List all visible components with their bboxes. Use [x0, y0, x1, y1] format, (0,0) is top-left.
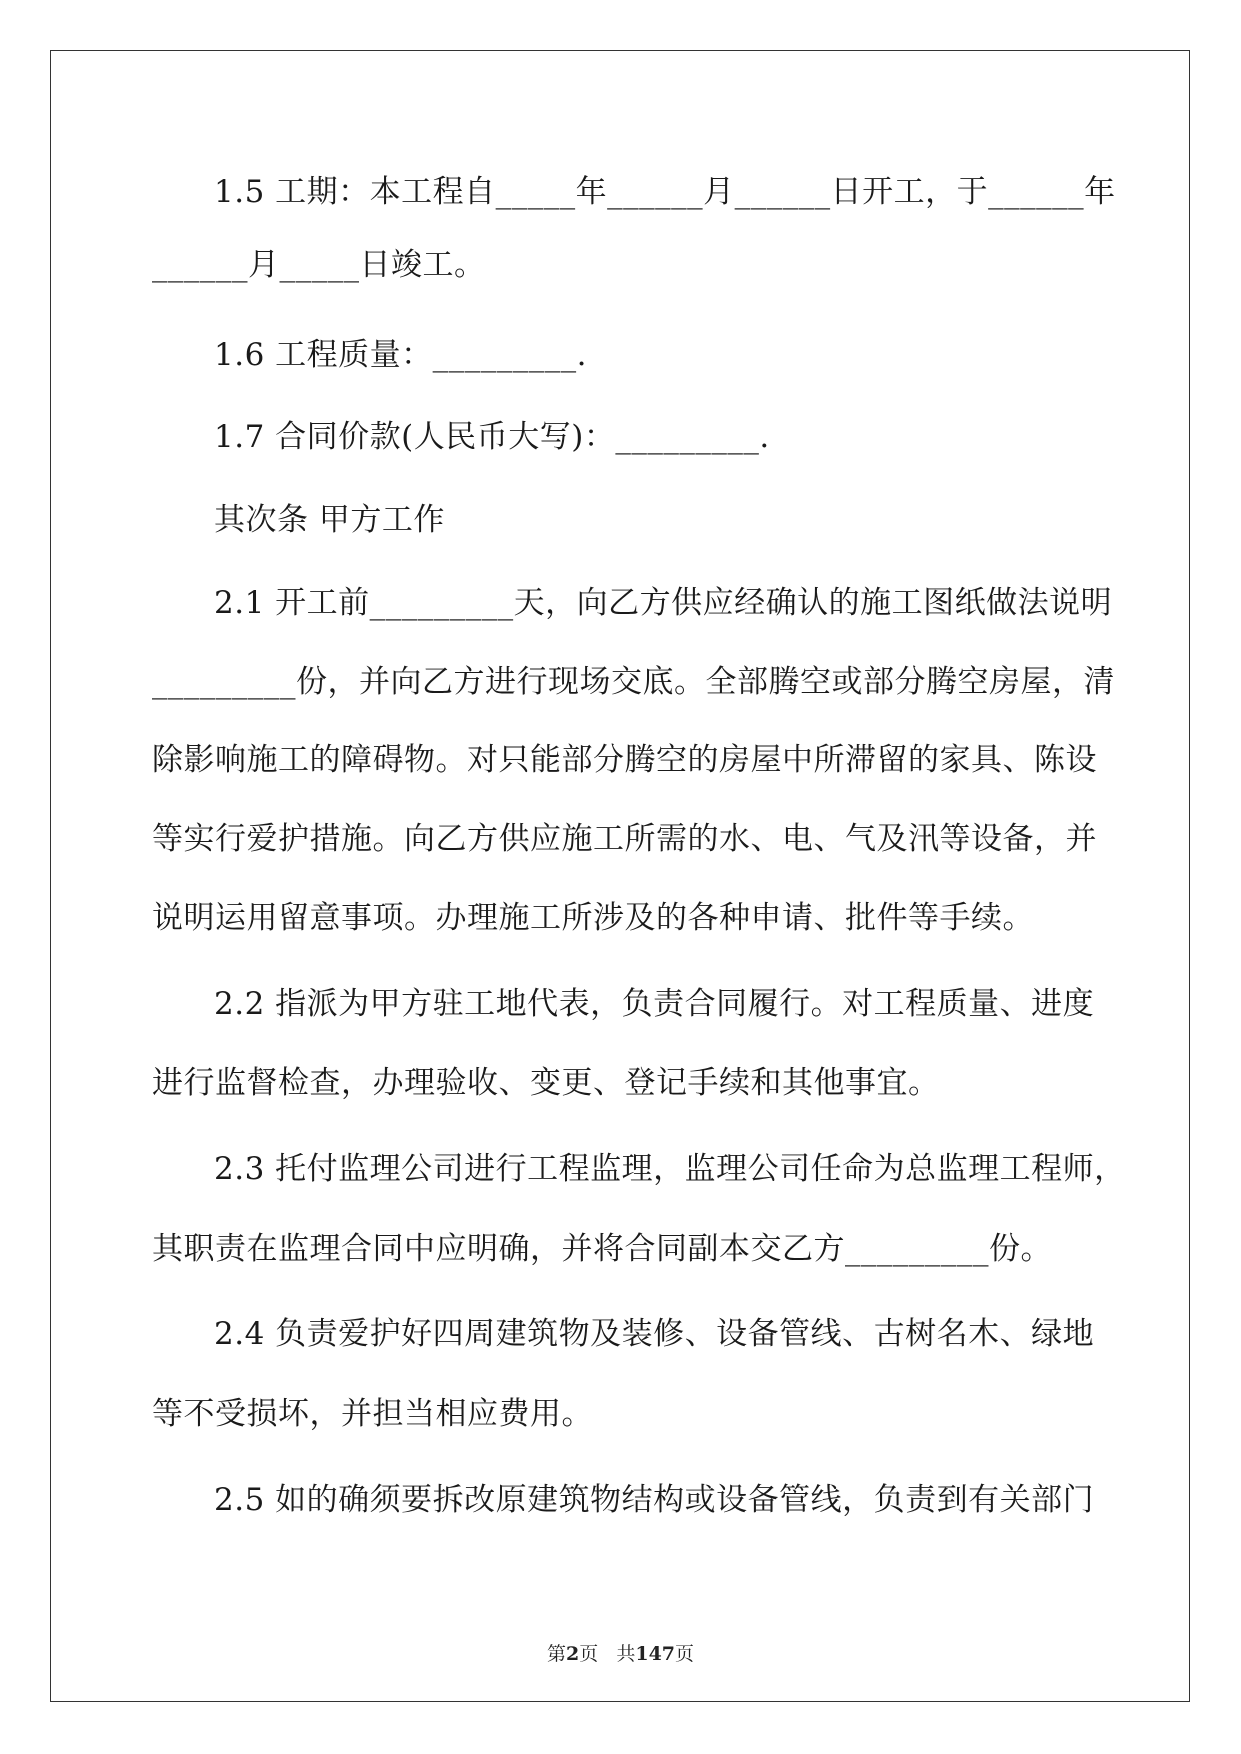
- text-line: 说明运用留意事项。办理施工所涉及的各种申请、批件等手续。: [152, 900, 1034, 936]
- text-line: 1.6 工程质量：_________.: [214, 337, 588, 373]
- text-line: 2.2 指派为甲方驻工地代表，负责合同履行。对工程质量、进度: [214, 986, 1095, 1022]
- text-line: 其职责在监理合同中应明确，并将合同副本交乙方_________份。: [152, 1231, 1052, 1267]
- text-line: 2.4 负责爱护好四周建筑物及装修、设备管线、古树名木、绿地: [214, 1316, 1095, 1352]
- page-border: [50, 50, 1190, 1702]
- footer-mid: 页 共: [579, 1643, 636, 1665]
- text-line: ______月_____日竣工。: [152, 247, 486, 283]
- page-number: 2: [565, 1643, 580, 1665]
- footer-suffix: 页: [675, 1643, 695, 1665]
- section-heading: 其次条 甲方工作: [214, 502, 445, 538]
- text-line: _________份，并向乙方进行现场交底。全部腾空或部分腾空房屋，清: [152, 664, 1115, 700]
- page-total: 147: [635, 1643, 676, 1665]
- text-line: 2.3 托付监理公司进行工程监理，监理公司任命为总监理工程师，: [214, 1151, 1126, 1187]
- text-line: 进行监督检查，办理验收、变更、登记手续和其他事宜。: [152, 1065, 940, 1101]
- text-line: 等实行爱护措施。向乙方供应施工所需的水、电、气及汛等设备，并: [152, 821, 1097, 857]
- page-footer: [0, 1642, 1241, 1666]
- text-line: 除影响施工的障碍物。对只能部分腾空的房屋中所滞留的家具、陈设: [152, 742, 1097, 778]
- text-line: 1.5 工期：本工程自_____年______月______日开工，于______年: [214, 174, 1116, 210]
- text-line: 2.5 如的确须要拆改原建筑物结构或设备管线，负责到有关部门: [214, 1482, 1095, 1518]
- footer-prefix: 第: [546, 1643, 566, 1665]
- text-line: 1.7 合同价款(人民币大写)：_________.: [214, 419, 770, 455]
- text-line: 等不受损坏，并担当相应费用。: [152, 1396, 593, 1432]
- text-line: 2.1 开工前_________天，向乙方供应经确认的施工图纸做法说明: [214, 585, 1113, 621]
